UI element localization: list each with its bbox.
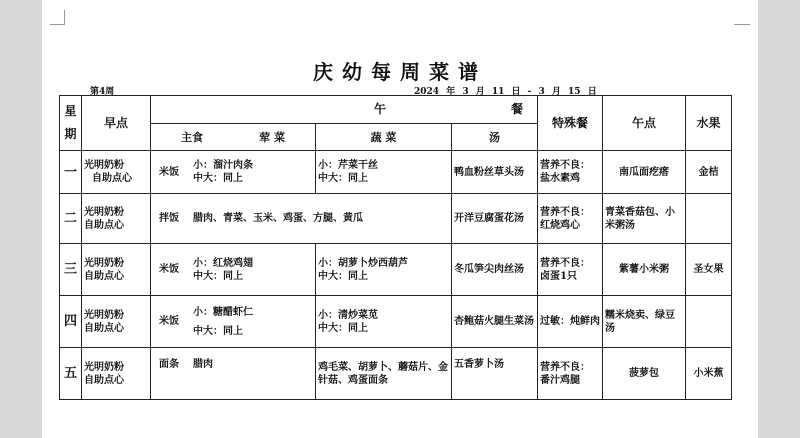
- menu-row-tuesday: [60, 194, 732, 244]
- soup-header: 汤: [452, 124, 538, 151]
- weekday-cell: 五: [60, 348, 82, 400]
- snack-cell: 青菜香菇包、小米粥汤: [603, 194, 686, 244]
- mixed-rice-cell: 拌饭 腊肉、青菜、玉米、鸡蛋、方腿、黄瓜: [151, 194, 452, 244]
- special-cell: 过敏：炖鲜肉: [538, 296, 603, 348]
- special-meal-header: 特殊餐: [538, 96, 603, 151]
- special-cell: 营养不良： 番汁鸡腿: [538, 348, 603, 400]
- breakfast-cell: 光明奶粉 自助点心: [82, 194, 151, 244]
- special-cell: 营养不良： 盐水素鸡: [538, 151, 603, 194]
- veg-cell: 小：胡萝卜炒西葫芦 中大：同上: [316, 244, 452, 296]
- breakfast-cell: 光明奶粉 自助点心: [82, 348, 151, 400]
- crop-mark-top-left: [50, 10, 65, 25]
- veg-cell: 小：芹菜干丝 中大：同上: [316, 151, 452, 194]
- special-cell: 营养不良： 卤蛋1只: [538, 244, 603, 296]
- fruit-cell: 小米蕉: [686, 348, 732, 400]
- staple-meat-cell: 米饭 小：溜汁肉条 中大：同上: [151, 151, 316, 194]
- soup-cell: 杏鲍菇火腿生菜汤: [452, 296, 538, 348]
- weekly-menu-table: [59, 95, 732, 400]
- soup-cell: 开洋豆腐蛋花汤: [452, 194, 538, 244]
- weekday-cell: 三: [60, 244, 82, 296]
- lunch-header: 午 餐: [151, 96, 538, 124]
- veg-cell: 小：清炒菜苋 中大：同上: [316, 296, 452, 348]
- fruit-cell: 圣女果: [686, 244, 732, 296]
- veg-header: 蔬 菜: [316, 124, 452, 151]
- document-page: [42, 0, 758, 438]
- staple-meat-cell: 米饭 小：糖醋虾仁 中大：同上: [151, 296, 316, 348]
- menu-row-friday: [60, 348, 732, 400]
- weekday-cell: 一: [60, 151, 82, 194]
- week-label: 第4周: [90, 87, 115, 97]
- weekday-header: 星 期: [60, 96, 82, 151]
- special-cell: 营养不良： 红烧鸡心: [538, 194, 603, 244]
- soup-cell: 鸭血粉丝草头汤: [452, 151, 538, 194]
- fruit-cell: [686, 194, 732, 244]
- afternoon-snack-header: 午点: [603, 96, 686, 151]
- staple-meat-cell: 面条 腊肉: [151, 348, 316, 400]
- header-row-1: [60, 96, 732, 124]
- staple-meat-header: 主食 荤 菜: [151, 124, 316, 151]
- snack-cell: 菠萝包: [603, 348, 686, 400]
- snack-cell: 南瓜面疙瘩: [603, 151, 686, 194]
- breakfast-cell: 光明奶粉 自助点心: [82, 244, 151, 296]
- breakfast-header: 早点: [82, 96, 151, 151]
- fruit-cell: [686, 296, 732, 348]
- menu-row-thursday: [60, 296, 732, 348]
- snack-cell: 糯米烧卖、绿豆汤: [603, 296, 686, 348]
- soup-cell: 冬瓜笋尖肉丝汤: [452, 244, 538, 296]
- menu-row-wednesday: [60, 244, 732, 296]
- date-range: 2024 年 3 月 11 日 - 3 月 15 日: [414, 87, 597, 97]
- veg-cell: 鸡毛菜、胡萝卜、蘑菇片、金针菇、鸡蛋面条: [316, 348, 452, 400]
- crop-mark-top-right: [734, 10, 750, 25]
- breakfast-cell: 光明奶粉 自助点心: [82, 151, 151, 194]
- fruit-cell: 金桔: [686, 151, 732, 194]
- breakfast-cell: 光明奶粉 自助点心: [82, 296, 151, 348]
- staple-meat-cell: 米饭 小：红烧鸡翅 中大：同上: [151, 244, 316, 296]
- soup-cell: 五香萝卜汤: [452, 348, 538, 400]
- menu-row-monday: [60, 151, 732, 194]
- fruit-header: 水果: [686, 96, 732, 151]
- snack-cell: 紫薯小米粥: [603, 244, 686, 296]
- weekday-cell: 二: [60, 194, 82, 244]
- menu-title: 庆幼每周菜谱: [313, 60, 487, 84]
- weekday-cell: 四: [60, 296, 82, 348]
